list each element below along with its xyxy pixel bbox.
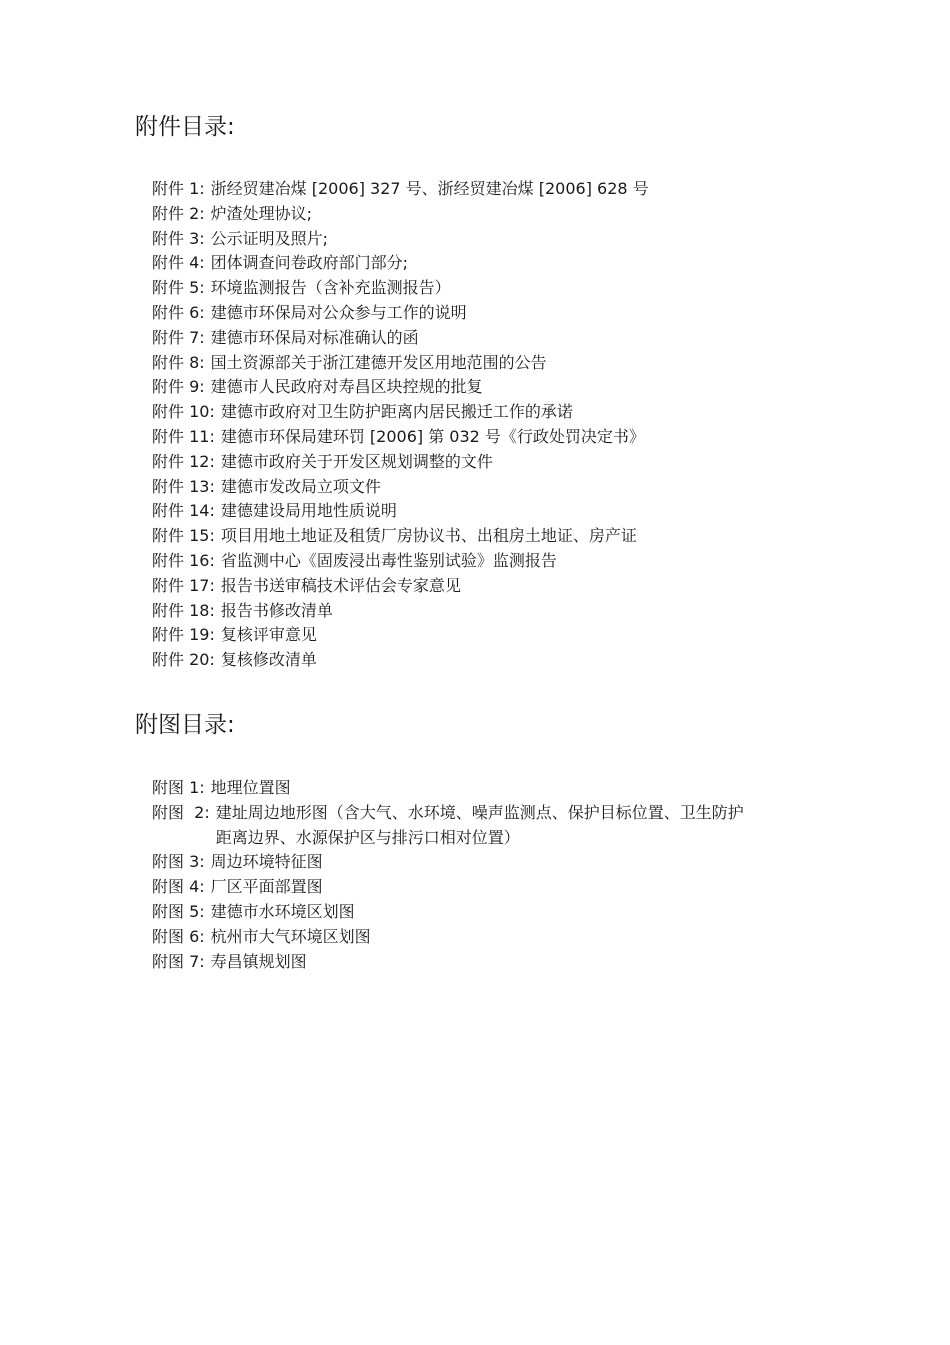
item-number: 附件 7:	[152, 327, 205, 347]
item-text: 建德市人民政府对寿昌区块控规的批复	[210, 377, 483, 397]
list-item	[152, 850, 756, 875]
list-item	[152, 875, 756, 900]
item-text: 报告书送审稿技术评估会专家意见	[220, 575, 461, 595]
list-item	[152, 925, 756, 950]
item-number: 附图 3:	[152, 852, 205, 872]
item-number: 附件 19:	[152, 625, 215, 645]
item-number: 附件 16:	[152, 550, 215, 570]
item-number: 附图 2:	[152, 802, 210, 822]
item-text: 复核修改清单	[220, 650, 317, 670]
list-item	[152, 524, 649, 549]
list-item	[152, 574, 649, 599]
item-text: 寿昌镇规划图	[210, 951, 307, 971]
item-number: 附件 1:	[152, 179, 205, 198]
list-item	[152, 950, 756, 975]
list-item	[152, 351, 649, 376]
list-item	[152, 251, 649, 276]
item-number: 附图 5:	[152, 901, 205, 921]
item-text: 省监测中心《固废浸出毒性鉴别试验》监测报告	[220, 550, 557, 570]
item-text: 周边环境特征图	[210, 852, 323, 872]
list-item	[152, 599, 649, 624]
list-item	[152, 450, 649, 475]
item-text: 建德市政府关于开发区规划调整的文件	[220, 451, 493, 471]
list-item	[152, 375, 649, 400]
list-item	[152, 326, 649, 351]
item-number: 附件 3:	[152, 228, 205, 248]
list-item	[152, 202, 649, 227]
item-text: 建德市发改局立项文件	[220, 476, 381, 496]
item-text: 杭州市大气环境区划图	[210, 926, 371, 946]
item-number: 附件 2:	[152, 203, 205, 223]
item-text: 建德建设局用地性质说明	[220, 501, 397, 521]
list-item	[152, 776, 756, 801]
item-number: 附件 11:	[152, 426, 215, 446]
item-number: 附图 1:	[152, 778, 205, 797]
list-item	[152, 623, 649, 648]
item-text: 团体调查问卷政府部门部分;	[210, 253, 409, 273]
figures-heading: 附图目录:	[135, 712, 235, 738]
attachments-list	[152, 177, 649, 673]
item-number: 附图 6:	[152, 926, 205, 946]
list-item	[152, 227, 649, 252]
item-text: 建德市水环境区划图	[210, 901, 355, 921]
item-number: 附图 7:	[152, 951, 205, 971]
list-item	[152, 499, 649, 524]
item-text: 复核评审意见	[220, 625, 317, 645]
list-item	[152, 648, 649, 673]
list-item	[152, 475, 649, 500]
item-text: 建址周边地形图（含大气、水环境、噪声监测点、保护目标位置、卫生防护距离边界、水源保护区与排污口相对位置）	[215, 802, 744, 847]
item-number: 附件 12:	[152, 451, 215, 471]
item-text: 公示证明及照片;	[210, 228, 329, 248]
item-text: 建德市政府对卫生防护距离内居民搬迁工作的承诺	[220, 402, 573, 422]
list-item	[152, 301, 649, 326]
item-text: 炉渣处理协议;	[210, 203, 313, 223]
item-number: 附件 13:	[152, 476, 215, 496]
item-number: 附件 10:	[152, 402, 215, 422]
item-text: 国土资源部关于浙江建德开发区用地范围的公告	[210, 352, 547, 372]
list-item	[152, 900, 756, 925]
item-number: 附件 9:	[152, 377, 205, 397]
item-number: 附件 6:	[152, 302, 205, 322]
item-number: 附件 14:	[152, 501, 215, 521]
item-text: 项目用地土地证及租赁厂房协议书、出租房土地证、房产证	[220, 526, 637, 546]
item-number: 附图 4:	[152, 877, 205, 897]
item-number: 附件 4:	[152, 253, 205, 273]
item-text: 建德市环保局对标准确认的函	[210, 327, 419, 347]
item-text: 浙经贸建冶煤 [2006] 327 号、浙经贸建冶煤 [2006] 628 号	[210, 179, 649, 198]
item-text: 环境监测报告（含补充监测报告）	[210, 278, 451, 298]
item-number: 附件 8:	[152, 352, 205, 372]
item-text: 建德市环保局建环罚 [2006] 第 032 号《行政处罚决定书》	[220, 426, 645, 446]
item-number: 附件 15:	[152, 526, 215, 546]
attachments-heading: 附件目录:	[135, 114, 235, 140]
list-item	[152, 177, 649, 202]
list-item	[152, 276, 649, 301]
item-number: 附件 5:	[152, 278, 205, 298]
item-text: 地理位置图	[210, 778, 291, 797]
item-text: 厂区平面部置图	[210, 877, 323, 897]
list-item	[152, 425, 649, 450]
item-text: 报告书修改清单	[220, 600, 333, 620]
item-number: 附件 17:	[152, 575, 215, 595]
list-item	[152, 549, 649, 574]
list-item	[152, 400, 649, 425]
item-number: 附件 20:	[152, 650, 215, 670]
item-number: 附件 18:	[152, 600, 215, 620]
figures-list	[152, 776, 756, 974]
list-item	[152, 801, 756, 851]
item-text: 建德市环保局对公众参与工作的说明	[210, 302, 467, 322]
